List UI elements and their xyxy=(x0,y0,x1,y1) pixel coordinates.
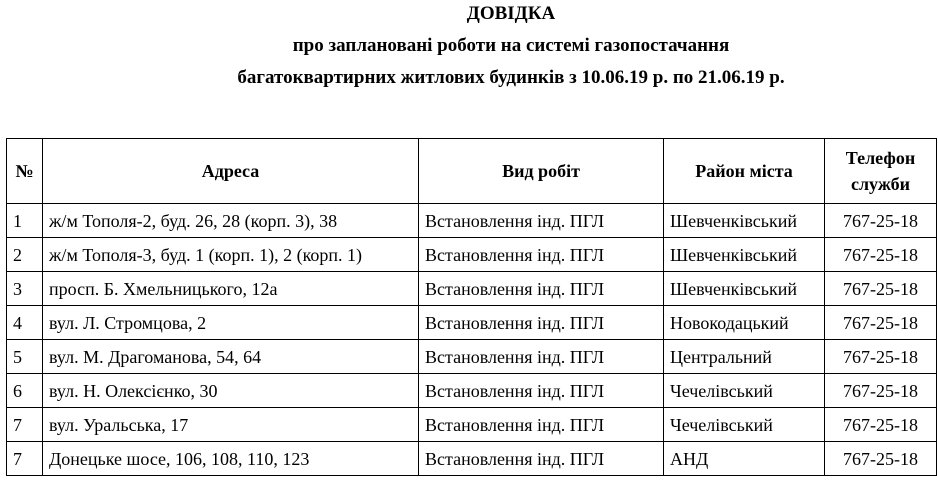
cell-address: вул. Уральська, 17 xyxy=(43,408,419,442)
table-row xyxy=(7,272,937,306)
cell-address: вул. Н. Олексієнко, 30 xyxy=(43,374,419,408)
header-phone-line2: служби xyxy=(850,174,911,194)
cell-number: 7 xyxy=(7,442,43,476)
document-subtitle-line2: багатоквартирних житлових будинків з 10.06.19 р. по 21.06.19 р. xyxy=(237,67,785,88)
table-row xyxy=(7,408,937,442)
planned-works-table xyxy=(6,138,937,476)
cell-number: 5 xyxy=(7,340,43,374)
cell-district: Чечелівський xyxy=(664,408,825,442)
cell-phone: 767-25-18 xyxy=(825,238,937,272)
cell-phone: 767-25-18 xyxy=(825,408,937,442)
cell-number: 4 xyxy=(7,306,43,340)
cell-number: 2 xyxy=(7,238,43,272)
cell-district: Шевченківський xyxy=(664,238,825,272)
table-row xyxy=(7,238,937,272)
document-title: ДОВІДКА xyxy=(466,3,556,24)
cell-work-type: Встановлення інд. ПГЛ xyxy=(419,238,664,272)
cell-district: Центральний xyxy=(664,340,825,374)
table-row xyxy=(7,374,937,408)
cell-address: вул. Л. Стромцова, 2 xyxy=(43,306,419,340)
cell-address: вул. М. Драгоманова, 54, 64 xyxy=(43,340,419,374)
table-header-row xyxy=(7,139,937,204)
table-row xyxy=(7,340,937,374)
header-phone-line1: Телефон xyxy=(845,148,916,168)
cell-work-type: Встановлення інд. ПГЛ xyxy=(419,408,664,442)
header-district: Район міста xyxy=(664,139,825,204)
document-subtitle-line1: про заплановані роботи на системі газопостачання xyxy=(292,35,730,56)
table-row xyxy=(7,204,937,238)
cell-district: АНД xyxy=(664,442,825,476)
cell-number: 7 xyxy=(7,408,43,442)
cell-district: Чечелівський xyxy=(664,374,825,408)
cell-phone: 767-25-18 xyxy=(825,204,937,238)
cell-phone: 767-25-18 xyxy=(825,340,937,374)
cell-phone: 767-25-18 xyxy=(825,272,937,306)
cell-district: Новокодацький xyxy=(664,306,825,340)
table-row xyxy=(7,306,937,340)
cell-district: Шевченківський xyxy=(664,204,825,238)
cell-work-type: Встановлення інд. ПГЛ xyxy=(419,442,664,476)
cell-address: ж/м Тополя-3, буд. 1 (корп. 1), 2 (корп. 1) xyxy=(43,238,419,272)
cell-number: 3 xyxy=(7,272,43,306)
header-address: Адреса xyxy=(43,139,419,204)
header-work-type: Вид робіт xyxy=(419,139,664,204)
cell-district: Шевченківський xyxy=(664,272,825,306)
cell-phone: 767-25-18 xyxy=(825,374,937,408)
cell-work-type: Встановлення інд. ПГЛ xyxy=(419,340,664,374)
table-row xyxy=(7,442,937,476)
cell-phone: 767-25-18 xyxy=(825,306,937,340)
header-phone xyxy=(825,139,937,204)
cell-work-type: Встановлення інд. ПГЛ xyxy=(419,306,664,340)
cell-number: 6 xyxy=(7,374,43,408)
cell-work-type: Встановлення інд. ПГЛ xyxy=(419,374,664,408)
header-number: № xyxy=(7,139,43,204)
cell-address: ж/м Тополя-2, буд. 26, 28 (корп. 3), 38 xyxy=(43,204,419,238)
cell-phone: 767-25-18 xyxy=(825,442,937,476)
cell-work-type: Встановлення інд. ПГЛ xyxy=(419,204,664,238)
cell-address: просп. Б. Хмельницького, 12а xyxy=(43,272,419,306)
cell-work-type: Встановлення інд. ПГЛ xyxy=(419,272,664,306)
cell-address: Донецьке шосе, 106, 108, 110, 123 xyxy=(43,442,419,476)
cell-number: 1 xyxy=(7,204,43,238)
